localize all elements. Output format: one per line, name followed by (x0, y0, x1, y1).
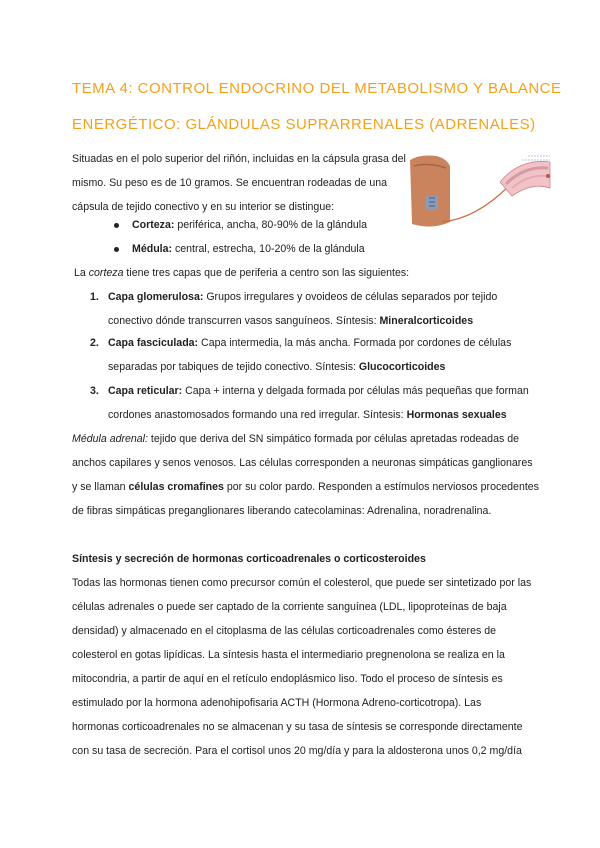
intro-line-1: Situadas en el polo superior del riñón, incluidas en la cápsula grasa del (72, 153, 406, 165)
layer-desc: cordones anastomosados formando una red irregular. Síntesis: (108, 409, 407, 421)
layer-fasciculada-line-1 (108, 331, 511, 355)
layer-number: 1. (90, 291, 99, 303)
section2-line: con su tasa de secreción. Para el cortisol unos 20 mg/día y para la aldosterona unos 0,2 mg/día (72, 745, 522, 757)
bullet-term: Médula: (132, 243, 173, 255)
intro-line-3: cápsula de tejido conectivo y en su interior se distingue: (72, 201, 335, 213)
bullet-dot (114, 247, 119, 252)
layer-number: 2. (90, 337, 99, 349)
bullet-medula (118, 237, 365, 261)
layer-glomerulosa-line-1 (108, 285, 497, 309)
medula-line-1 (72, 427, 519, 451)
layer-name: Capa reticular: (108, 385, 183, 397)
layer-glomerulosa-line-2 (108, 309, 473, 333)
medula-line-2: anchos capilares y senos venosos. Las células corresponden a neuronas simpáticas ganglionares (72, 457, 533, 469)
layer-desc: Grupos irregulares y ovoideos de células separados por tejido (203, 291, 498, 303)
medula-text: por su color pardo. Responden a estímulos nerviosos procedentes (223, 481, 539, 493)
layer-hormone: Mineralcorticoides (379, 315, 474, 327)
layer-desc: separadas por tabiques de tejido conectivo. Síntesis: (108, 361, 359, 373)
section-heading: Síntesis y secreción de hormonas corticoadrenales o corticosteroides (72, 553, 426, 565)
layer-fasciculada-line-2 (108, 355, 445, 379)
layer-desc: Capa + interna y delgada formada por células más pequeñas que forman (182, 385, 529, 397)
medula-text: y se llaman (72, 481, 129, 493)
layer-reticular-line-2 (108, 403, 507, 427)
document-title-line-2: ENERGÉTICO: GLÁNDULAS SUPRARRENALES (ADRENALES) (72, 116, 536, 133)
section2-line: mitocondria, a partir de aquí en el retículo endoplásmico liso. Todo el proceso de síntesis es (72, 673, 503, 685)
medula-bold: células cromafines (128, 481, 224, 493)
bullet-dot (114, 223, 119, 228)
section2-line: colesterol en gotas lipídicas. La síntesis hasta el intermediario pregnenolona se realiza en la (72, 649, 505, 661)
medula-line-4: de fibras simpáticas preganglionares liberando catecolaminas: Adrenalina, noradrenalina. (72, 505, 492, 517)
layer-number: 3. (90, 385, 99, 397)
medula-text: tejido que deriva del SN simpático formada por células apretadas rodeadas de (147, 433, 519, 445)
section2-line: células adrenales o puede ser captado de la corriente sanguínea (LDL, lipoproteínas de baja (72, 601, 507, 613)
cortex-intro-term: corteza (88, 267, 124, 279)
cortex-intro-pre: La (74, 267, 89, 279)
section2-line: Todas las hormonas tienen como precursor común el colesterol, que puede ser sintetizado por las (72, 577, 532, 589)
cortex-intro-post: tiene tres capas que de periferia a centro son las siguientes: (123, 267, 410, 279)
layer-desc: conectivo dónde transcurren vasos sanguíneos. Síntesis: (108, 315, 380, 327)
medula-term: Médula adrenal: (72, 433, 148, 445)
layer-name: Capa glomerulosa: (108, 291, 204, 303)
medula-line-3 (72, 475, 539, 499)
layer-hormone: Glucocorticoides (358, 361, 446, 373)
bullet-desc: periférica, ancha, 80-90% de la glándula (174, 219, 367, 231)
layer-reticular-line-1 (108, 379, 529, 403)
cortex-intro (74, 261, 409, 285)
section2-line: hormonas corticoadrenales no se almacenan y su tasa de síntesis se corresponde directamente (72, 721, 523, 733)
bullet-desc: central, estrecha, 10-20% de la glándula (172, 243, 365, 255)
section2-line: estimulado por la hormona adenohipofisaria ACTH (Hormona Adreno-corticotropa). Las (72, 697, 482, 709)
bullet-corteza (118, 213, 367, 237)
bullet-term: Corteza: (132, 219, 175, 231)
section2-line: densidad) y almacenado en el citoplasma de las células corticoadrenales como ésteres de (72, 625, 496, 637)
adrenal-gland-illustration (402, 152, 552, 230)
intro-line-2: mismo. Su peso es de 10 gramos. Se encuentran rodeadas de una (72, 177, 388, 189)
layer-hormone: Hormonas sexuales (406, 409, 507, 421)
layer-name: Capa fasciculada: (108, 337, 199, 349)
layer-desc: Capa intermedia, la más ancha. Formada por cordones de células (198, 337, 512, 349)
document-title-line-1: TEMA 4: CONTROL ENDOCRINO DEL METABOLISMO Y BALANCE (72, 80, 562, 97)
